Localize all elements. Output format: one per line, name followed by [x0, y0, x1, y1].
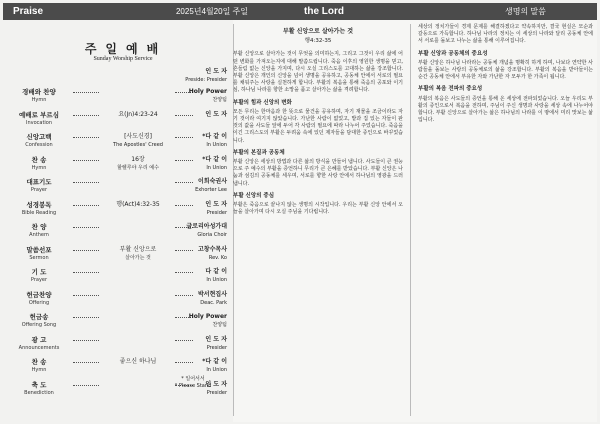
sermon-paragraph: 부활 신앙으로 살아가는 것이 무엇을 의미하는지, 그리고 그것이 우리 삶에 어떤 변화를 가져오는지에 대해 말씀드립니다. 죽음 이후의 영원한 생명을 믿고, 흔들림 없는 신앙을 가지며, 다시 오실 그리스도를 고대하는 삶을 강조합니다. 부활 신앙은 개인의 신앙을 넘어 생명을 공유하고, 공동체 안에서 서로의 필요를 채워주는 사랑을 실천하게 합니다. 부활의 복음을 통해 죽음의 공포와 이기심, 하나님 나라를 향한 소망을 품고 살아가는 삶을 격려합니다. [233, 51, 403, 94]
dotted-leader [73, 182, 99, 183]
presider [185, 68, 227, 84]
item-name-en: Hymn [31, 164, 47, 171]
dotted-leader [73, 250, 99, 251]
item-name-ko: 경배와 찬양 [22, 88, 56, 96]
item-leader-main: Holy Power [188, 313, 227, 320]
item-name-en: Hymn [31, 97, 47, 103]
item-name [9, 111, 69, 127]
item-name-en: Offering [28, 299, 50, 306]
item-name-ko: 찬 송 [31, 358, 47, 366]
lord-title: the Lord [304, 6, 344, 17]
service-row [3, 178, 233, 198]
item-name-ko: 헌금송 [29, 313, 49, 321]
item-detail-sub: The Apostles' Creed [113, 142, 163, 148]
service-row [3, 88, 233, 108]
item-name [9, 358, 69, 374]
item-leader-main: 인 도 자 [205, 380, 227, 388]
item-leader-main: 고창수목사 [198, 245, 227, 253]
service-row [3, 358, 233, 378]
item-name [9, 178, 69, 194]
item-leader-sub: In Union [206, 277, 227, 283]
item-name-en: Invocation [25, 119, 53, 126]
item-name [9, 201, 69, 217]
item-name-ko: 신앙고백 [26, 133, 52, 141]
item-detail [101, 156, 175, 172]
item-name [9, 291, 69, 307]
item-detail [101, 246, 175, 262]
lord-header [290, 3, 597, 20]
item-leader [181, 336, 227, 352]
stand-en: * Please Stand [174, 383, 212, 389]
sermon-title: 부활 신앙으로 살아가는 것 [282, 28, 354, 35]
item-name [9, 88, 69, 104]
sermon-section-heading: 부활의 본질과 공동체 [233, 149, 285, 156]
item-name [9, 381, 69, 397]
column-divider [410, 24, 411, 416]
item-name-ko: 대표기도 [26, 178, 52, 186]
sermon-section-heading: 부활의 힘과 신앙의 변화 [233, 99, 292, 106]
item-leader-sub: Rev. Ko [208, 254, 227, 261]
service-row [3, 246, 233, 266]
item-leader-sub: Deac. Park [200, 299, 227, 306]
sermon-column-right [418, 24, 593, 129]
service-date: 2025년4월20일 주일 [175, 7, 248, 16]
item-detail-sub: 할렐루야 우리 예수 [117, 164, 159, 171]
service-row [3, 291, 233, 311]
sermon-paragraph: 세상의 정치가들이 경제 문제를 해결하겠다고 약속하지만, 결국 현실은 모순과 갈등으로 가득합니다. 하나님 나라의 정치는 이 세상의 나라와 달리 공동체 안에서 서로를 돌보고 나누는 삶을 통해 이루어집니다. [418, 24, 593, 45]
item-name-en: Prayer [30, 277, 48, 283]
dotted-leader [73, 227, 99, 228]
item-name-ko: 헌금찬양 [26, 290, 52, 299]
item-name [9, 246, 69, 262]
item-leader [181, 268, 227, 284]
dotted-leader [73, 272, 99, 273]
item-leader-sub: In Union [206, 142, 227, 148]
item-leader-sub: Presider [206, 344, 227, 351]
item-name-ko: 말씀선포 [26, 245, 52, 254]
praise-header [3, 3, 290, 20]
item-name-en: Announcements [18, 344, 60, 351]
service-row [3, 111, 233, 131]
dotted-leader [73, 317, 99, 318]
item-leader [181, 223, 227, 239]
item-name [9, 268, 69, 284]
item-leader [181, 246, 227, 262]
item-name [9, 336, 69, 352]
sermon-section-heading: 부활 신앙의 중심 [233, 192, 275, 199]
item-detail [101, 201, 175, 209]
item-name-ko: 찬 양 [31, 223, 47, 231]
dotted-leader [73, 205, 99, 206]
item-name [9, 313, 69, 329]
item-leader [181, 88, 227, 104]
item-detail-main: 행(Act)4:32-35 [116, 200, 160, 208]
item-name-en: Prayer [30, 187, 48, 193]
item-leader-main: *다 같 이 [202, 133, 227, 140]
dotted-leader [73, 385, 99, 386]
service-row [3, 201, 233, 221]
item-leader [181, 111, 227, 119]
item-name-en: Hymn [31, 367, 47, 373]
item-leader [181, 201, 227, 217]
service-row [3, 313, 233, 333]
item-leader-main: 박서현집사 [198, 290, 227, 298]
item-leader [181, 156, 227, 172]
presider-name: 인 도 자 [205, 68, 227, 75]
item-detail-main: 요(Jn)4:23-24 [118, 110, 158, 118]
stand-ko: * 일어서서 [181, 376, 205, 382]
item-leader [181, 313, 227, 329]
item-name-en: Sermon [29, 254, 49, 261]
sermon-paragraph: 모든 무리는 한마음과 한 뜻으로 물건을 공유하며, 자기 재물을 조금이라도 자기 것이라 여기지 않았습니다. 가난한 사람이 없었고, 밭과 집 있는 자들이 판 것의 값을 사도들 앞에 두어 각 사람의 필요에 따라 나누어 주었습니다. 죽음을 이긴 그리스도의 부활은 두려움 속에 있던 제자들을 담대한 증인으로 바꾸었습니다. [233, 108, 403, 144]
item-detail-main: [사도신경] [124, 133, 152, 140]
sermon-section-heading: 부활 신앙과 공동체의 중요성 [418, 50, 488, 57]
item-detail [101, 111, 175, 119]
item-leader-sub: 찬양팀 [212, 322, 227, 328]
sermon-column-left [233, 24, 403, 221]
item-leader-sub: In Union [206, 367, 227, 373]
item-leader-main: Holy Power [188, 88, 227, 95]
dotted-leader [73, 160, 99, 161]
service-row [3, 336, 233, 356]
item-name-en: Confession [25, 142, 53, 148]
sermon-paragraph: 부활 신앙은 하나님 나라라는 공동체 개념을 명확히 하게 하며, 나보다 연약한 사람들을 돌보는 사랑의 공동체로의 삶을 강조합니다. 부활의 복음을 받아들이는 순간 공동체 안에서 부유한 자와 가난한 자 모두가 한 가족이 됩니다. [418, 59, 593, 81]
item-leader-sub: In Union [206, 164, 227, 171]
service-subtitle: Sunday Worship Service [93, 56, 153, 62]
item-name-en: Benediction [24, 389, 54, 396]
item-leader-main: *다 같 이 [202, 358, 227, 365]
service-row [3, 268, 233, 288]
service-title: 주 일 예 배 [84, 42, 162, 56]
item-leader-sub: 찬양팀 [212, 97, 227, 103]
item-name-ko: 찬 송 [31, 155, 47, 164]
dotted-leader [73, 115, 99, 116]
item-leader-main: 글로리아성가대 [186, 223, 227, 230]
item-leader [181, 178, 227, 194]
item-leader-sub: Exhorter Lee [195, 187, 227, 193]
dotted-leader [73, 92, 99, 93]
item-leader-main: *다 같 이 [202, 155, 227, 163]
item-detail-main: 16장 [131, 155, 145, 163]
dotted-leader [73, 137, 99, 138]
praise-title: Praise [13, 6, 44, 17]
words-title: 생명의 말씀 [505, 7, 546, 16]
item-name [9, 156, 69, 172]
item-leader-main: 다 같 이 [205, 268, 227, 275]
presider-en: Preside: Presider [185, 77, 227, 83]
item-name-en: Anthem [29, 232, 49, 238]
sermon-paragraph: 부활 신앙은 세상의 방법과 다른 삶의 방식을 만들어 냅니다. 사도들이 큰 권능으로 주 예수의 부활을 증언하니 무리가 큰 은혜를 받았습니다. 부활 신앙은 나눔과 섬김의 공동체를 세우며, 서로를 향한 사랑 안에서 하나님의 영광을 드러냅니다. [233, 159, 403, 187]
item-leader [181, 291, 227, 307]
item-leader-sub: Gloria Choir [197, 232, 227, 238]
item-name-en: Offering Song [21, 322, 57, 328]
item-name-ko: 광 고 [31, 335, 47, 344]
stand-note [153, 376, 233, 390]
item-leader [181, 358, 227, 374]
item-leader-main: 인 도 자 [205, 200, 227, 208]
order-of-service [3, 24, 233, 420]
sermon-section-heading: 부활의 복음 전파의 중요성 [418, 86, 483, 93]
item-leader-main: 인 도 자 [205, 110, 227, 118]
item-name-ko: 예배로 부르심 [19, 110, 59, 119]
service-row [3, 223, 233, 243]
item-leader [181, 133, 227, 149]
item-detail-main: 부활 신앙으로 [119, 245, 157, 253]
item-leader-sub: Presider [206, 389, 227, 396]
item-leader-main: 이희숙권사 [198, 178, 227, 185]
item-detail-main: 좋으신 하나님 [119, 358, 157, 365]
item-name-en: Bible Reading [21, 209, 57, 216]
item-detail-sub: 살아가는 것 [125, 254, 151, 261]
item-leader-main: 인 도 자 [205, 335, 227, 343]
dotted-leader [73, 362, 99, 363]
item-detail [101, 358, 175, 366]
item-detail [101, 133, 175, 149]
item-name [9, 223, 69, 239]
item-name [9, 133, 69, 149]
service-row [3, 133, 233, 153]
service-row [3, 156, 233, 176]
item-leader-sub: Presider [206, 209, 227, 216]
item-name-ko: 성경봉독 [26, 200, 52, 209]
sermon-paragraph: 부활의 복음은 사도들의 증언을 통해 온 세상에 전파되었습니다. 오늘 우리도 부활의 증인으로서 복음을 전하며, 주님이 주신 생명과 사랑을 세상 속에 나누어야 합니다. 부활 신앙으로 살아가는 삶은 하나님의 나라를 이 땅에서 미리 맛보는 삶입니다. [418, 95, 593, 124]
sermon-paragraph: 부활은 죽음으로 끝나지 않는 생명의 시작입니다. 우리는 부활 신앙 안에서 오늘을 살아가며 다시 오실 주님을 기다립니다. [233, 202, 403, 216]
dotted-leader [73, 295, 99, 296]
item-name-ko: 축 도 [31, 380, 47, 389]
dotted-leader [73, 340, 99, 341]
sermon-reference: 행4:32-35 [304, 38, 332, 45]
item-name-ko: 기 도 [31, 268, 47, 276]
